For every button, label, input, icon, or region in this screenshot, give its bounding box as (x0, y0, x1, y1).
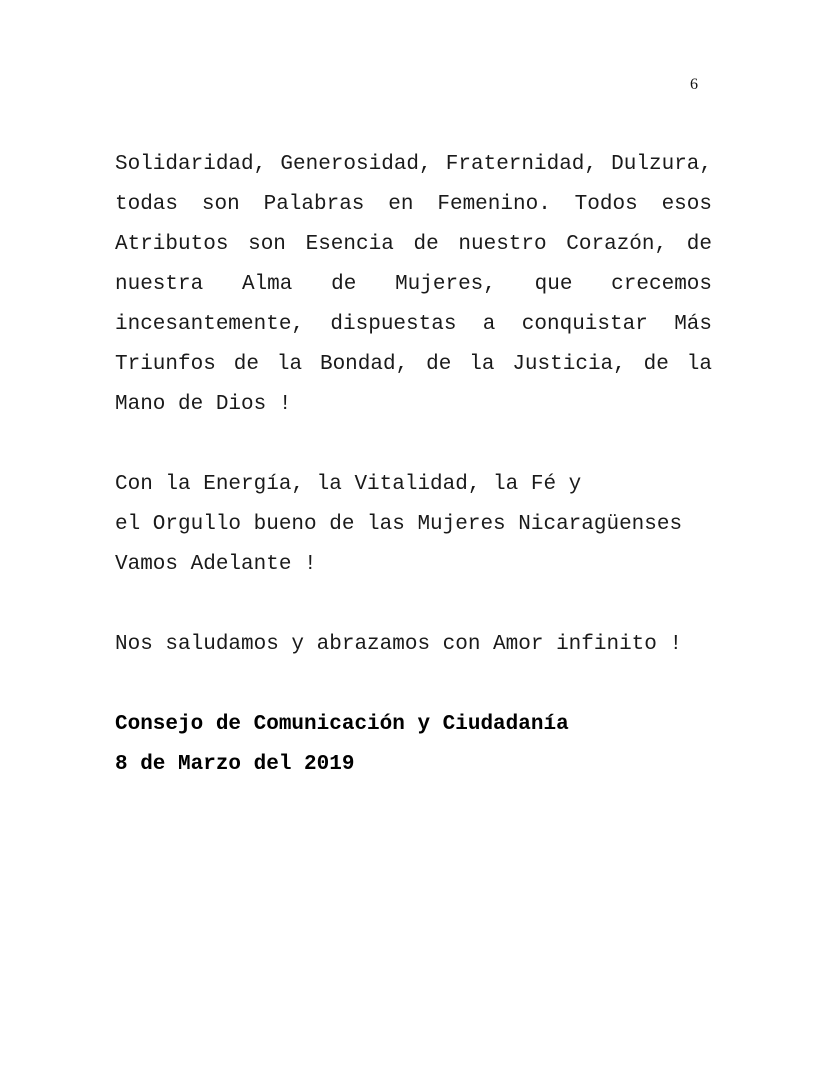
paragraph-line: Triunfos de la Bondad, de la Justicia, de la (115, 353, 712, 376)
paragraph-line: todas son Palabras en Femenino. Todos esos (115, 193, 712, 216)
paragraph-line: incesantemente, dispuestas a conquistar Más (115, 313, 712, 336)
paragraph-line: Mano de Dios ! (115, 393, 292, 416)
page-number: 6 (690, 76, 698, 93)
signature-organization: Consejo de Comunicación y Ciudadanía (115, 713, 569, 736)
signature-date: 8 de Marzo del 2019 (115, 753, 355, 776)
paragraph-line: Solidaridad, Generosidad, Fraternidad, Dulzura, (115, 153, 712, 176)
paragraph-line: el Orgullo bueno de las Mujeres Nicaragüenses (115, 513, 683, 536)
paragraph-line: nuestra Alma de Mujeres, que crecemos (115, 273, 712, 296)
closing-line: Nos saludamos y abrazamos con Amor infinito ! (115, 633, 683, 656)
paragraph-line: Vamos Adelante ! (115, 553, 317, 576)
paragraph-line: Atributos son Esencia de nuestro Corazón, de (115, 233, 712, 256)
paragraph-line: Con la Energía, la Vitalidad, la Fé y (115, 473, 582, 496)
